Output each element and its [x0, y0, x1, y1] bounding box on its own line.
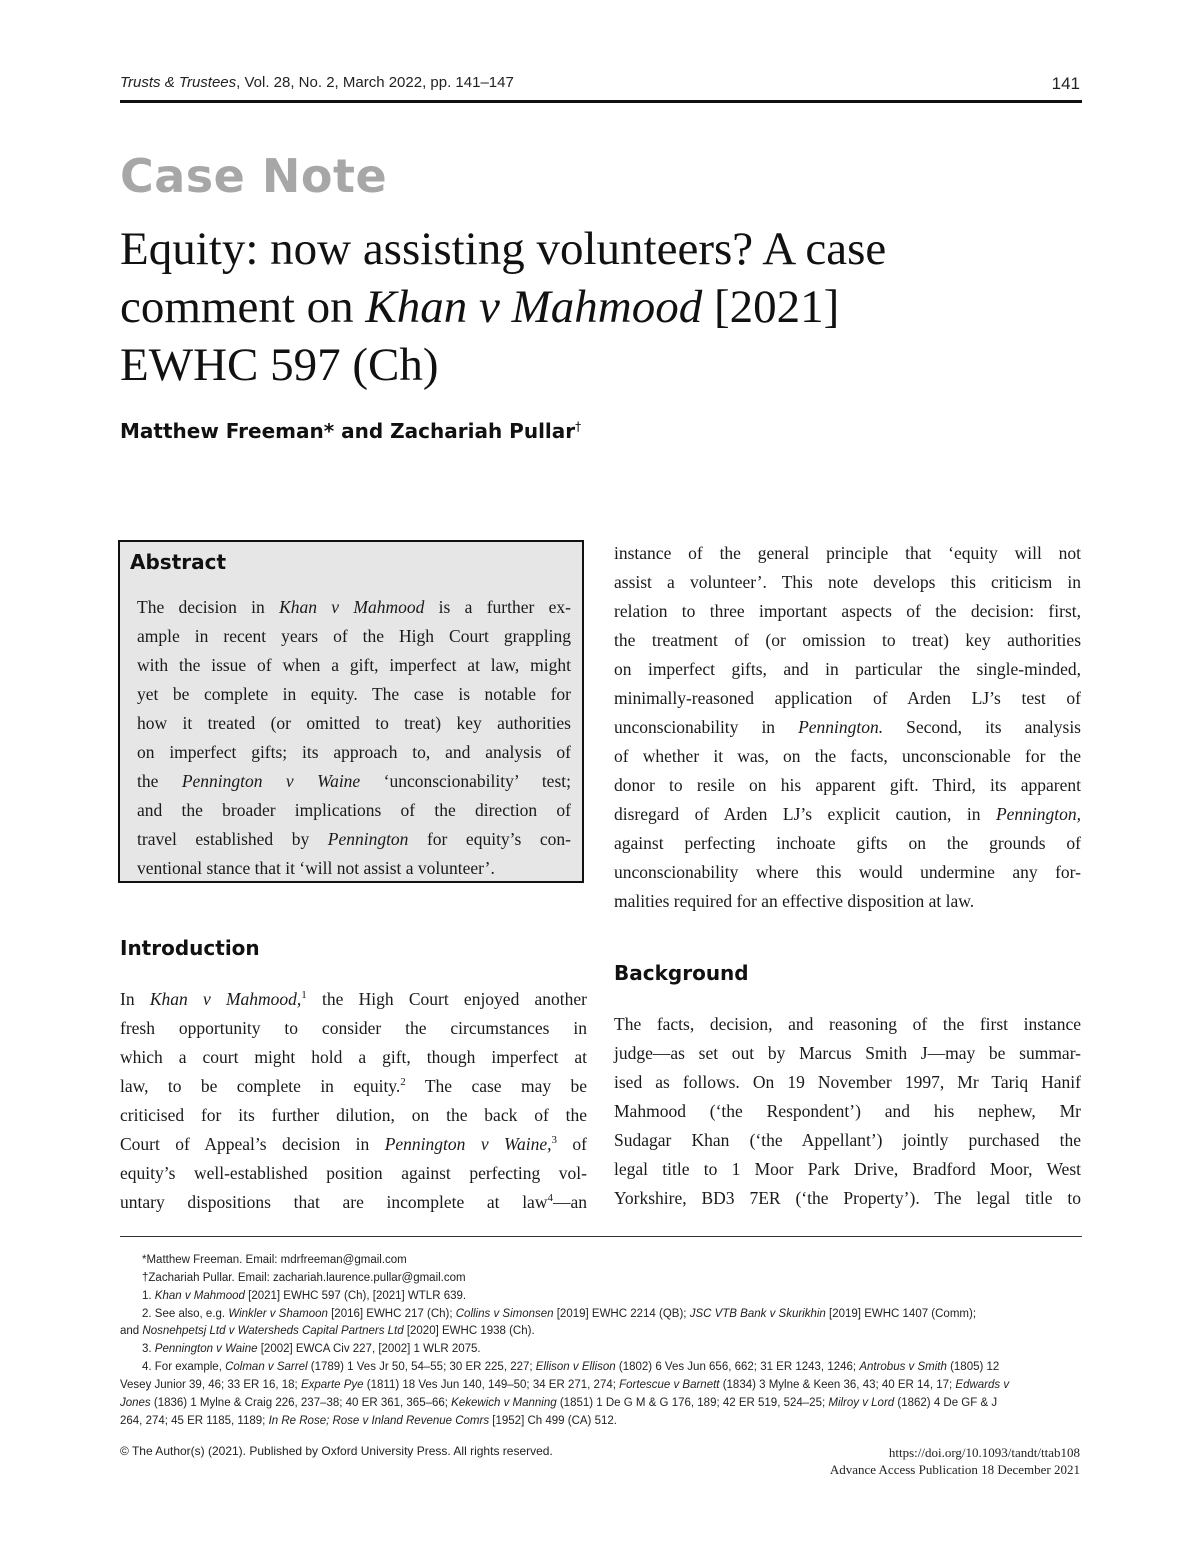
- body-line: instance of the general principle that ‘equity will not: [614, 543, 1081, 563]
- footnote-case-name: Nosnehpetsj Ltd v Watersheds Capital Partners Ltd: [142, 1325, 404, 1337]
- footnote-text: (1805) 12: [946, 1361, 1000, 1373]
- body-line: Yorkshire, BD3 7ER (‘the Property’). The legal title to: [614, 1188, 1081, 1208]
- title-case-name: Khan v Mahmood: [365, 281, 703, 333]
- footnote-text: (1836) 1 Mylne & Craig 226, 237–38; 40 ER 361, 365–66;: [150, 1397, 452, 1409]
- footnote-text: (1789) 1 Ves Jr 50, 54–55; 30 ER 225, 227;: [307, 1361, 536, 1373]
- body-line: judge—as set out by Marcus Smith J—may be summar-: [614, 1043, 1081, 1063]
- article-type-kicker: Case Note: [120, 149, 388, 203]
- body-line: Sudagar Khan (‘the Appellant’) jointly purchased the: [614, 1130, 1081, 1150]
- footnote-text: [2002] EWCA Civ 227, [2002] 1 WLR 2075.: [257, 1343, 481, 1355]
- author-list: [120, 419, 581, 443]
- abstract-text: ‘unconscionability’ test;: [360, 771, 571, 791]
- body-text: unconscionability in: [614, 717, 799, 737]
- author-conjunction: and: [334, 419, 391, 443]
- footnote-text: (1802) 6 Ves Jun 656, 662; 31 ER 1243, 1246;: [615, 1361, 860, 1373]
- footnote-4-cont: [120, 1396, 997, 1411]
- body-line: fresh opportunity to consider the circumstances in: [120, 1018, 587, 1038]
- footnote-ref[interactable]: 3: [551, 1134, 557, 1147]
- body-line: [120, 1133, 587, 1155]
- body-line: unconscionability where this would undermine any for-: [614, 862, 1081, 882]
- body-text: of: [556, 1134, 587, 1154]
- body-line: against perfecting inchoate gifts on the grounds of: [614, 833, 1081, 853]
- footnote-case-name: Fortescue v Barnett: [619, 1379, 720, 1391]
- body-line: equity’s well-established position against perfecting vol-: [120, 1163, 587, 1183]
- doi-link[interactable]: https://doi.org/10.1093/tandt/ttab108: [888, 1445, 1080, 1460]
- body-line: malities required for an effective disposition at law.: [614, 891, 975, 911]
- footnote-case-name: Exparte Pye: [300, 1379, 364, 1391]
- abstract-line: on imperfect gifts; its approach to, and analysis of: [137, 742, 571, 762]
- abstract-line: ventional stance that it ‘will not assist a volunteer’.: [137, 858, 495, 878]
- footnote-case-name: Colman v Sarrel: [225, 1361, 308, 1373]
- footnote-case-name: Milroy v Lord: [828, 1397, 895, 1409]
- footnote-text: [2016] EWHC 217 (Ch);: [327, 1308, 456, 1320]
- title-text: [2021]: [702, 281, 840, 333]
- header-rule: [120, 100, 1082, 103]
- footnote-2: [142, 1307, 976, 1322]
- footnote-text: 3.: [142, 1343, 155, 1355]
- abstract-line: how it treated (or omitted to treat) key authorities: [137, 713, 571, 733]
- article-title: [120, 220, 1080, 394]
- body-line: ised as follows. On 19 November 1997, Mr Tariq Hanif: [614, 1072, 1081, 1092]
- background-heading: Background: [614, 961, 749, 985]
- abstract-line: [137, 596, 571, 618]
- footnote-case-name: Winkler v Shamoon: [228, 1308, 328, 1320]
- title-line-2: [120, 278, 1080, 336]
- footnote-case-name: Kekewich v Manning: [451, 1397, 557, 1409]
- abstract-line: [137, 770, 571, 792]
- case-name: Pennington,: [995, 804, 1081, 824]
- footnote-4-cont: [120, 1414, 617, 1429]
- footnote-text: [2020] EWHC 1938 (Ch).: [403, 1325, 535, 1337]
- footnote-text: 264, 274; 45 ER 1185, 1189;: [120, 1415, 269, 1427]
- footnote-case-name: Ellison v Ellison: [535, 1361, 616, 1373]
- body-text: In: [120, 989, 150, 1009]
- abstract-line: and the broader implications of the direction of: [137, 800, 571, 820]
- publication-info: [830, 1444, 1080, 1478]
- footnote-ref[interactable]: 2: [400, 1076, 406, 1089]
- case-name: Pennington v Waine,: [384, 1134, 552, 1154]
- footnote-2-cont: [120, 1324, 535, 1339]
- footnote-rule: [120, 1236, 1082, 1237]
- case-name: Khan v Mahmood,: [149, 989, 302, 1009]
- abstract-text: the: [137, 771, 182, 791]
- abstract-case-name: Khan v Mahmood: [279, 597, 425, 617]
- footnote-text: 2. See also, e.g.: [142, 1308, 229, 1320]
- footnote-text: [2019] EWHC 2214 (QB);: [553, 1308, 690, 1320]
- footnote-case-name: Jones: [120, 1397, 151, 1409]
- footnote-ref[interactable]: 1: [301, 989, 307, 1002]
- footnote-ref[interactable]: 4: [547, 1192, 553, 1205]
- advance-access-date: Advance Access Publication 18 December 2021: [829, 1462, 1080, 1477]
- abstract-line: yet be complete in equity. The case is notable for: [137, 684, 571, 704]
- footnote-text: [2021] EWHC 597 (Ch), [2021] WTLR 639.: [244, 1290, 467, 1302]
- footnote-3: [142, 1342, 481, 1357]
- abstract-text: The decision in: [137, 597, 280, 617]
- abstract-line: ample in recent years of the High Court grappling: [137, 626, 571, 646]
- journal-name: Trusts & Trustees: [120, 74, 237, 91]
- body-text: —an: [552, 1192, 587, 1212]
- body-line: [120, 1191, 587, 1213]
- footnote-text: Vesey Junior 39, 46; 33 ER 16, 18;: [120, 1379, 301, 1391]
- footnote-case-name: JSC VTB Bank v Skurikhin: [689, 1308, 826, 1320]
- footnote-text: (1862) 4 De GF & J: [894, 1397, 998, 1409]
- journal-citation: , Vol. 28, No. 2, March 2022, pp. 141–147: [236, 74, 514, 91]
- footnote-author-1: *Matthew Freeman. Email: mdrfreeman@gmail.com: [142, 1254, 407, 1266]
- footnote-case-name: Pennington v Waine: [154, 1343, 258, 1355]
- footnote-text: (1811) 18 Ves Jun 140, 149–50; 34 ER 271, 274;: [363, 1379, 620, 1391]
- footnote-text: [2019] EWHC 1407 (Comm);: [825, 1308, 977, 1320]
- case-name: Pennington.: [798, 717, 884, 737]
- body-text: law, to be complete in equity.: [120, 1076, 401, 1096]
- footnote-case-name: In Re Rose; Rose v Inland Revenue Comrs: [268, 1415, 490, 1427]
- footnote-text: and: [120, 1325, 143, 1337]
- body-line: relation to three important aspects of the decision: first,: [614, 601, 1081, 621]
- body-line: legal title to 1 Moor Park Drive, Bradford Moor, West: [614, 1159, 1081, 1179]
- footnote-author-2: †Zachariah Pullar. Email: zachariah.laurence.pullar@gmail.com: [142, 1272, 466, 1284]
- copyright-notice: © The Author(s) (2021). Published by Oxford University Press. All rights reserved.: [120, 1444, 553, 1458]
- body-line: which a court might hold a gift, though imperfect at: [120, 1047, 587, 1067]
- abstract-case-name: Pennington v Waine: [181, 771, 361, 791]
- running-head: [120, 74, 1080, 98]
- body-text: Court of Appeal’s decision in: [120, 1134, 385, 1154]
- body-line: on imperfect gifts, and in particular the single-minded,: [614, 659, 1081, 679]
- abstract-text: for equity’s con-: [408, 829, 571, 849]
- body-line: criticised for its further dilution, on the back of the: [120, 1105, 587, 1125]
- footnote-case-name: Edwards v: [955, 1379, 1010, 1391]
- body-text: the High Court enjoyed another: [306, 989, 588, 1009]
- abstract-case-name: Pennington: [327, 829, 409, 849]
- footnote-case-name: Antrobus v Smith: [859, 1361, 947, 1373]
- body-text: The case may be: [405, 1076, 587, 1096]
- footnote-case-name: Collins v Simonsen: [455, 1308, 554, 1320]
- footnote-1: [142, 1289, 466, 1304]
- footnote-text: [1952] Ch 499 (CA) 512.: [489, 1415, 617, 1427]
- author-1-mark: *: [323, 419, 335, 443]
- body-line: Mahmood (‘the Respondent’) and his nephew, Mr: [614, 1101, 1081, 1121]
- body-line: assist a volunteer’. This note develops this criticism in: [614, 572, 1081, 592]
- introduction-heading: Introduction: [120, 936, 260, 960]
- abstract-line: with the issue of when a gift, imperfect at law, might: [137, 655, 571, 675]
- body-line: [614, 716, 1081, 738]
- body-line: The facts, decision, and reasoning of the first instance: [614, 1014, 1081, 1034]
- footnote-text: 4. For example,: [142, 1361, 226, 1373]
- footnote-text: (1834) 3 Mylne & Keen 36, 43; 40 ER 14, 17;: [719, 1379, 956, 1391]
- body-line: [614, 803, 1081, 825]
- body-line: [120, 1075, 587, 1097]
- page-number: 141: [1051, 74, 1080, 93]
- footnote-4: [142, 1360, 999, 1375]
- footnote-case-name: Khan v Mahmood: [154, 1290, 245, 1302]
- body-line: the treatment of (or omission to treat) key authorities: [614, 630, 1081, 650]
- footnote-text: 1.: [142, 1290, 155, 1302]
- title-text: comment on: [120, 281, 366, 333]
- body-text: untary dispositions that are incomplete at law: [120, 1192, 548, 1212]
- abstract-line: [137, 828, 571, 850]
- title-line-1: Equity: now assisting volunteers? A case: [120, 223, 887, 275]
- abstract-text: travel established by: [137, 829, 328, 849]
- author-2: Zachariah Pullar: [390, 419, 576, 443]
- abstract-heading: Abstract: [130, 550, 227, 574]
- body-text: Second, its analysis: [883, 717, 1081, 737]
- author-2-mark: †: [575, 419, 582, 434]
- body-text: disregard of Arden LJ’s explicit caution, in: [614, 804, 996, 824]
- abstract-text: is a further ex-: [424, 597, 571, 617]
- body-line: [120, 988, 587, 1010]
- body-line: minimally-reasoned application of Arden LJ’s test of: [614, 688, 1081, 708]
- body-line: of whether it was, on the facts, unconscionable for the: [614, 746, 1081, 766]
- footnote-4-cont: [120, 1378, 1009, 1393]
- body-line: donor to resile on his apparent gift. Third, its apparent: [614, 775, 1081, 795]
- author-1: Matthew Freeman: [120, 419, 324, 443]
- title-line-3: EWHC 597 (Ch): [120, 339, 439, 391]
- footnote-text: (1851) 1 De G M & G 176, 189; 42 ER 519, 524–25;: [556, 1397, 829, 1409]
